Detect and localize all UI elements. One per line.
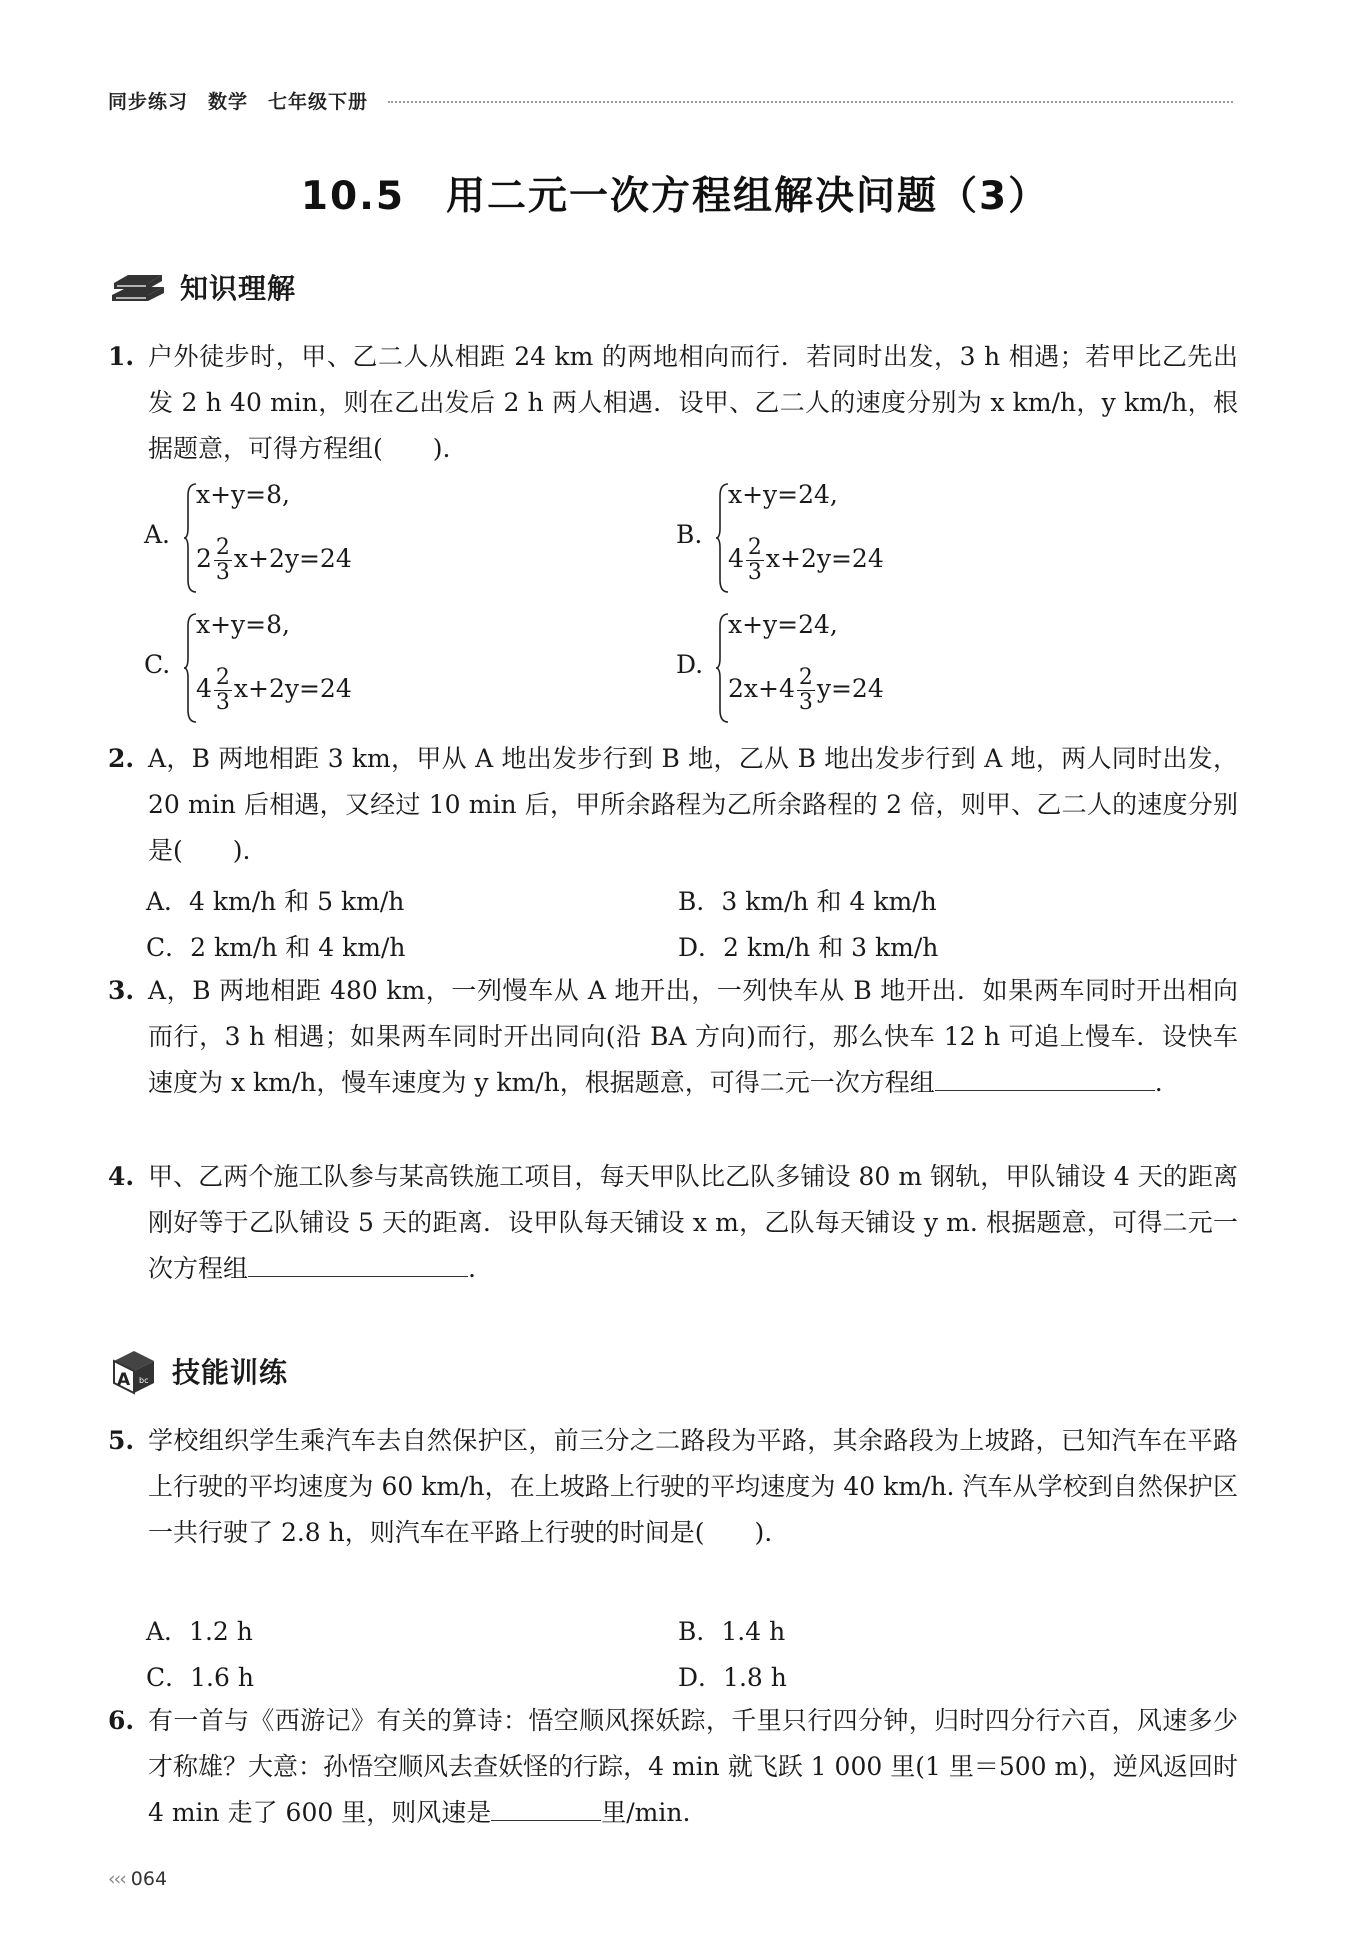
option-label: A. [144,520,171,549]
option-c[interactable]: C．1.6 h [146,1663,254,1692]
equation-1: x+y=24, [728,480,838,509]
equation-1: x+y=24, [728,610,838,639]
option-label: B. [676,520,703,549]
question-text: A，B 两地相距 480 km，一列慢车从 A 地开出，一列快车从 B 地开出．如果两车同时开出相向而行，3 h 相遇；如果两车同时开出同向(沿 BA 方向)而行，那么快车 12 h 可追上慢车．设快车速度为 x km/h，慢车速度为 y km/h，根据题意，可得二元一次方程组 . [148,976,1238,1097]
svg-text:A: A [117,1370,131,1390]
section-skills [108,1346,288,1396]
book-name: 同步练习 [108,90,189,113]
option-c[interactable] [144,608,464,728]
header-rule [388,101,1233,103]
question-text: A，B 两地相距 3 km，甲从 A 地出发步行到 B 地，乙从 B 地出发步行到 A 地，两人同时出发，20 min 后相遇，又经过 10 min 后，甲所余路程为乙所余路程的 2 倍，则甲、乙二人的速度分别是( ). [148,744,1238,865]
question-number: 6. [108,1706,135,1735]
question-text: 有一首与《西游记》有关的算诗：悟空顺风探妖踪，千里只行四分钟，归时四分行六百，风速多少才称雄？大意：孙悟空顺风去查妖怪的行踪，4 min 就飞跃 1 000 里(1 里＝500 m)，逆风返回时 4 min 走了 600 里，则风速是 里/min. [148,1706,1238,1827]
page-header [108,84,1233,116]
question-number: 4. [108,1162,135,1191]
grade-name: 七年级下册 [268,90,369,113]
option-b[interactable] [676,478,996,598]
equation-1: x+y=8, [196,480,290,509]
option-label: C. [144,650,171,679]
section-label: 知识理解 [180,272,297,305]
option-d[interactable]: D．1.8 h [678,1663,787,1692]
question-4 [108,1154,1238,1292]
chevrons-left-icon: ‹‹‹ [108,1868,125,1890]
page-footer [108,1868,167,1890]
option-a[interactable]: A．1.2 h [146,1617,253,1646]
question-text: 甲、乙两个施工队参与某高铁施工项目，每天甲队比乙队多铺设 80 m 钢轨，甲队铺设 4 天的距离刚好等于乙队铺设 5 天的距离．设甲队每天铺设 x m，乙队每天铺设 y m. 根据题意，可得二元一次方程组 . [148,1162,1238,1283]
option-a[interactable]: A．4 km/h 和 5 km/h [146,887,405,916]
answer-blank[interactable] [248,1246,468,1277]
question-number: 3. [108,976,135,1005]
answer-blank[interactable] [491,1790,601,1821]
svg-text:bc: bc [139,1376,149,1385]
page-number: 064 [130,1868,168,1890]
question-5 [108,1418,1238,1556]
question-number: 5. [108,1426,135,1455]
equation-2: 2 $\frac{2}{3}$ x+2y=24 [196,535,352,585]
option-b[interactable]: B．3 km/h 和 4 km/h [678,887,937,916]
subject-name: 数学 [208,90,249,113]
equation-2: 4 $\frac{2}{3}$ x+2y=24 [728,535,884,585]
equation-2: 2x+4 $\frac{2}{3}$ y=24 [728,665,884,715]
equation-2: 4 $\frac{2}{3}$ x+2y=24 [196,665,352,715]
section-label: 技能训练 [172,1356,289,1389]
section-knowledge [108,262,296,312]
option-c[interactable]: C．2 km/h 和 4 km/h [146,933,406,962]
question-1 [108,334,1238,472]
books-icon [108,265,168,309]
option-b[interactable]: B．1.4 h [678,1617,786,1646]
question-3 [108,968,1238,1106]
equation-1: x+y=8, [196,610,290,639]
cube-icon [108,1347,160,1395]
answer-blank[interactable] [935,1060,1155,1091]
question-6 [108,1698,1238,1836]
question-number: 2. [108,744,135,773]
question-text: 户外徒步时，甲、乙二人从相距 24 km 的两地相向而行．若同时出发，3 h 相遇；若甲比乙先出发 2 h 40 min，则在乙出发后 2 h 两人相遇．设甲、乙二人的速度分别为 x km/h，y km/h，根据题意，可得方程组( ). [148,342,1238,463]
question-2 [108,736,1238,874]
option-a[interactable] [144,478,464,598]
option-d[interactable]: D．2 km/h 和 3 km/h [678,933,939,962]
page-title: 10.5 用二元一次方程组解决问题（3） [300,174,1050,219]
option-d[interactable] [676,608,996,728]
option-label: D. [676,650,704,679]
question-text: 学校组织学生乘汽车去自然保护区，前三分之二路段为平路，其余路段为上坡路，已知汽车在平路上行驶的平均速度为 60 km/h，在上坡路上行驶的平均速度为 40 km/h. 汽车从学校到自然保护区一共行驶了 2.8 h，则汽车在平路上行驶的时间是( ). [148,1426,1238,1547]
question-number: 1. [108,342,135,371]
